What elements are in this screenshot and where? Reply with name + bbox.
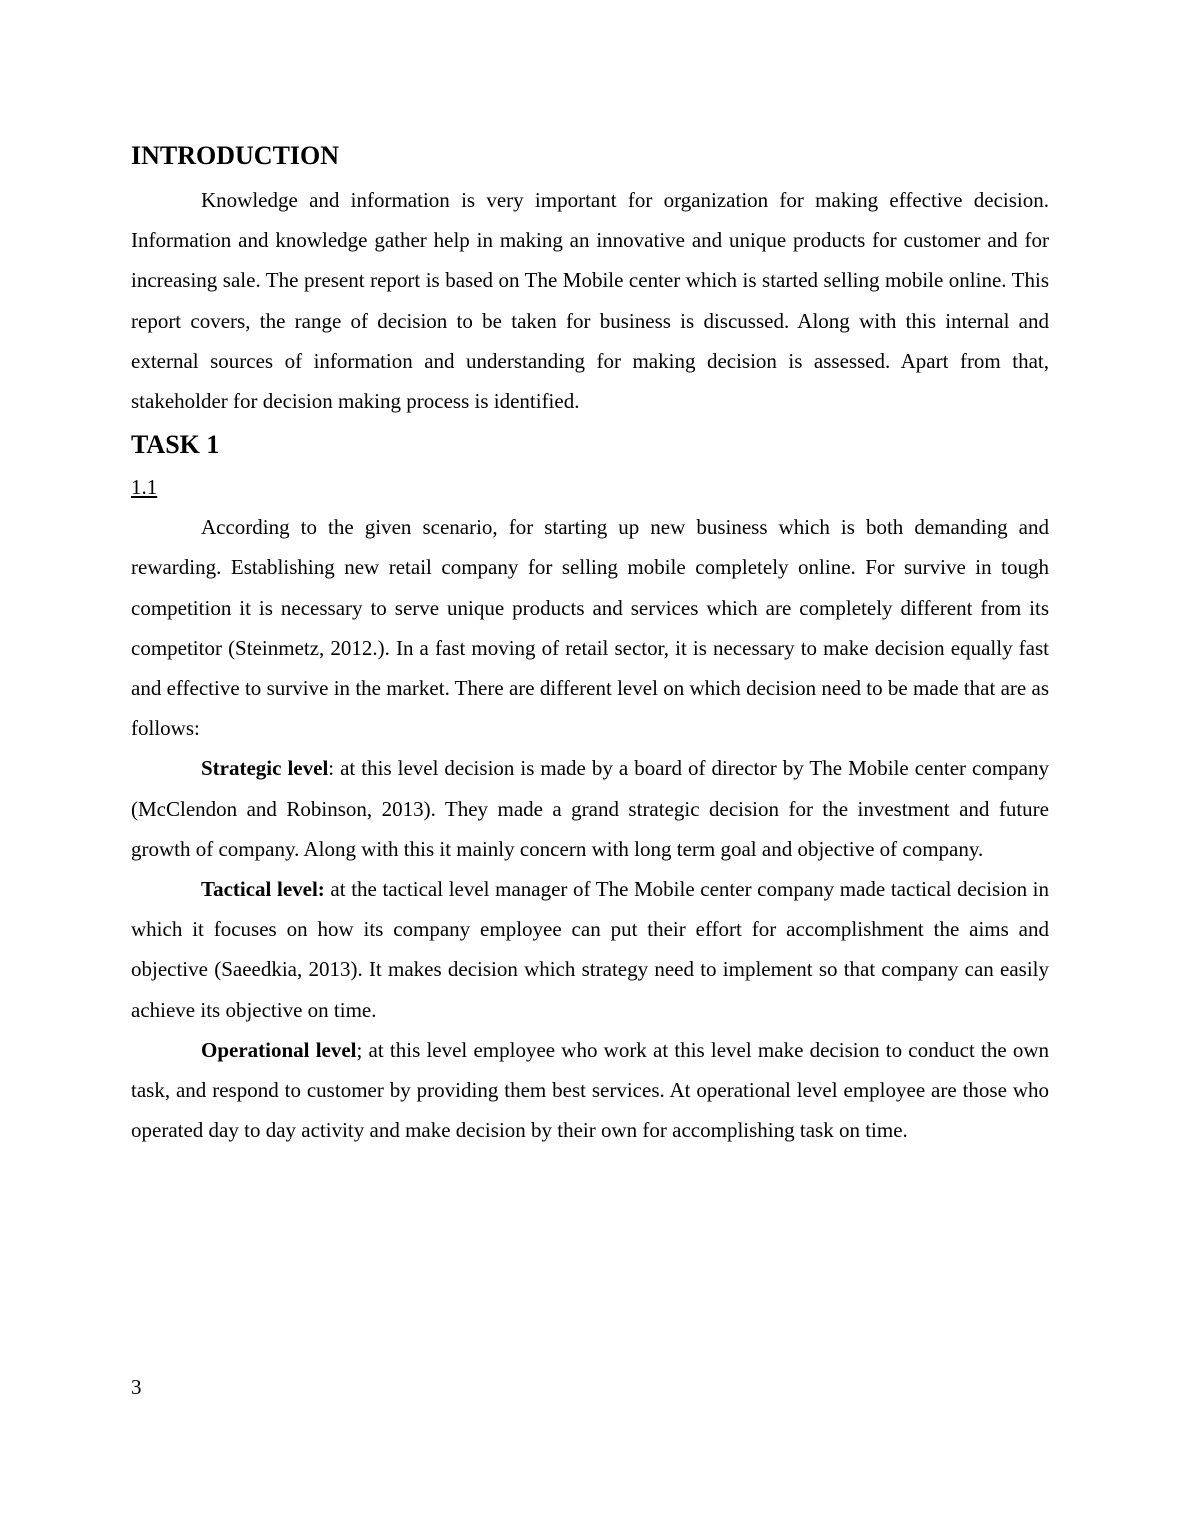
- tactical-level-text: at the tactical level manager of The Mobile center company made tactical decision in which it focuses on how its company employee can put their effort for accomplishment the aims and objective (Saeedkia, 2013). It makes decision which strategy need to implement so that company can easily achieve its objective on time.: [131, 877, 1050, 1022]
- task-1-paragraph: According to the given scenario, for starting up new business which is both demanding and rewarding. Establishing new retail company for selling mobile completely online. For survive in tough competition it is necessary to serve unique products and services which are completely different from its competitor (Steinmetz, 2012.). In a fast moving of retail sector, it is necessary to make decision equally fast and effective to survive in the market. There are different level on which decision need to be made that are as follows:: [131, 515, 1049, 741]
- task-1-heading: TASK 1: [131, 430, 220, 460]
- document-page: [131, 138, 1049, 1150]
- tactical-level-term: Tactical level:: [201, 877, 325, 902]
- strategic-level-text: : at this level decision is made by a board of director by The Mobile center company (McClendon and Robinson, 2013). They made a grand strategic decision for the investment and future growth of company. Along with this it mainly concern with long term goal and objective of company.: [131, 756, 1049, 861]
- strategic-level-paragraph: [131, 748, 1049, 869]
- operational-level-paragraph: [131, 1030, 1049, 1151]
- tactical-level-paragraph: [131, 869, 1049, 1030]
- operational-level-text: ; at this level employee who work at this level make decision to conduct the own task, and respond to customer by providing them best services. At operational level employee are those who operated day to day activity and make decision by their own for accomplishing task on time.: [131, 1037, 1049, 1143]
- introduction-heading: INTRODUCTION: [131, 141, 340, 170]
- strategic-level-term: Strategic level: [201, 756, 329, 781]
- introduction-paragraph: Knowledge and information is very important for organization for making effective decision. Information and knowledge gather help in making an innovative and unique products for customer and for increasing sale. The present report is based on The Mobile center which is started selling mobile online. This report covers, the range of decision to be taken for business is discussed. Along with this internal and external sources of information and understanding for making decision is assessed. Apart from that, stakeholder for decision making process is identified.: [131, 188, 1049, 414]
- operational-level-term: Operational level: [201, 1037, 357, 1062]
- section-1-1-heading: 1.1: [131, 475, 158, 500]
- page-number: 3: [131, 1375, 142, 1399]
